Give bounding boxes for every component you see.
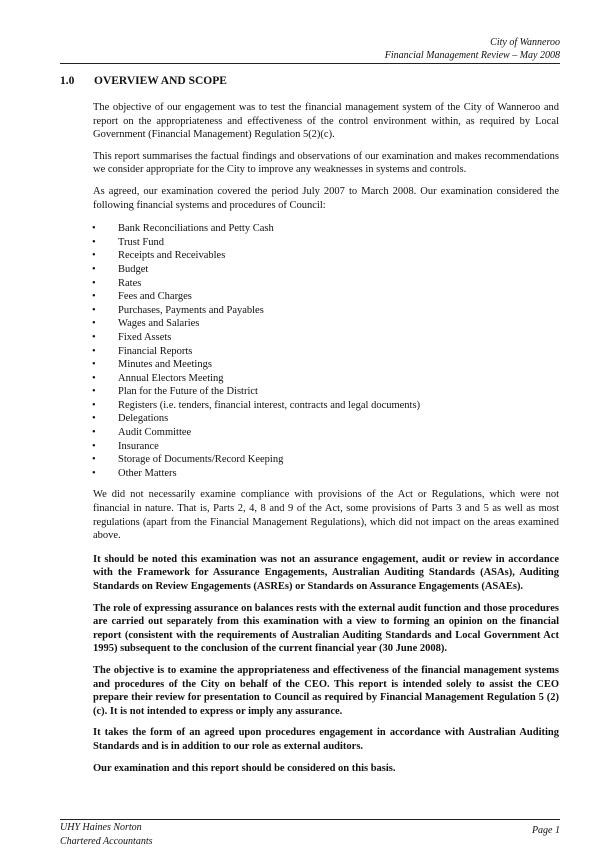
objective-paragraph: The objective is to examine the appropriateness and effectiveness of the financial management systems and procedures of the City on behalf of the CEO. This report is intended solely to assist the CEO prepare their review for presentation to Council as required by Financial Management Regulation 5 (2) (c). It is not intended to express or imply any assurance. [93,664,559,717]
list-item: • Receipts and Receivables [93,249,559,263]
footer-divider [60,819,560,820]
intro-paragraph: This report summarises the factual findings and observations of our examination and makes recommendations we consider appropriate for the City to improve any weaknesses in systems and controls. [93,150,559,176]
header-divider [60,63,560,64]
list-item: • Delegations [93,412,559,426]
list-item: • Other Matters [93,467,559,481]
list-item: • Audit Committee [93,426,559,440]
list-item: • Insurance [93,440,559,454]
list-item: • Annual Electors Meeting [93,372,559,386]
list-item: • Minutes and Meetings [93,358,559,372]
list-item: • Wages and Salaries [93,317,559,331]
header-report-title: Financial Management Review – May 2008 [384,50,560,61]
systems-list [93,222,559,480]
assurance-disclaimer-paragraph: It should be noted this examination was not an assurance engagement, audit or review in accordance with the Framework for Assurance Engagements, Australian Auditing Standards (ASAs), Auditing Standards on Review Engagements (ASREs) or Standards on Assurance Engagements (ASAEs). [93,553,559,592]
section-heading [60,75,227,87]
section-number: 1.0 [60,75,75,87]
list-item: • Fixed Assets [93,331,559,345]
footer-firm [60,821,153,849]
scope-limitation-paragraph: We did not necessarily examine compliance with provisions of the Act or Regulations, which were not financial in nature. That is, Parts 2, 4, 8 and 9 of the Act, some provisions of Parts 3 and 5 as well as most regulations (apart from the Financial Management Regulations), which did not impact on the areas examined above. [93,489,559,542]
list-item: • Fees and Charges [93,290,559,304]
engagement-type-paragraph: It takes the form of an agreed upon procedures engagement in accordance with Australian Auditing Standards and is in addition to our role as external auditors. [93,727,559,752]
list-item: • Plan for the Future of the District [93,385,559,399]
list-item: • Budget [93,263,559,277]
footer-firm-name: UHY Haines Norton [60,822,142,833]
list-item: • Trust Fund [93,236,559,250]
list-item: • Registers (i.e. tenders, financial interest, contracts and legal documents) [93,399,559,413]
page-header [385,36,560,62]
intro-paragraph: The objective of our engagement was to test the financial management system of the City of Wanneroo and report on the appropriateness and effectiveness of the control environment within, as required by Local Government (Financial Management) Regulation 5(2)(c). [93,102,559,141]
list-item: • Purchases, Payments and Payables [93,304,559,318]
footer-firm-subtitle: Chartered Accountants [60,836,153,847]
intro-paragraph: As agreed, our examination covered the period July 2007 to March 2008. Our examination considered the following financial systems and procedures of Council: [93,185,559,211]
page-number: Page 1 [531,825,560,836]
list-item: • Storage of Documents/Record Keeping [93,453,559,467]
external-audit-paragraph: The role of expressing assurance on balances rests with the external audit function and those procedures are carried out separately from this examination with a view to forming an opinion on the financial report (consistent with the requirements of Australian Auditing Standards and Local Government Act 1995) subsequent to the conclusion of the current financial year (30 June 2008). [93,602,559,655]
list-item: • Bank Reconciliations and Petty Cash [93,222,559,236]
list-item: • Rates [93,277,559,291]
header-organisation: City of Wanneroo [490,37,560,48]
basis-paragraph: Our examination and this report should be considered on this basis. [93,762,396,774]
body-content [93,101,559,783]
list-item: • Financial Reports [93,345,559,359]
section-title: OVERVIEW AND SCOPE [94,75,227,87]
